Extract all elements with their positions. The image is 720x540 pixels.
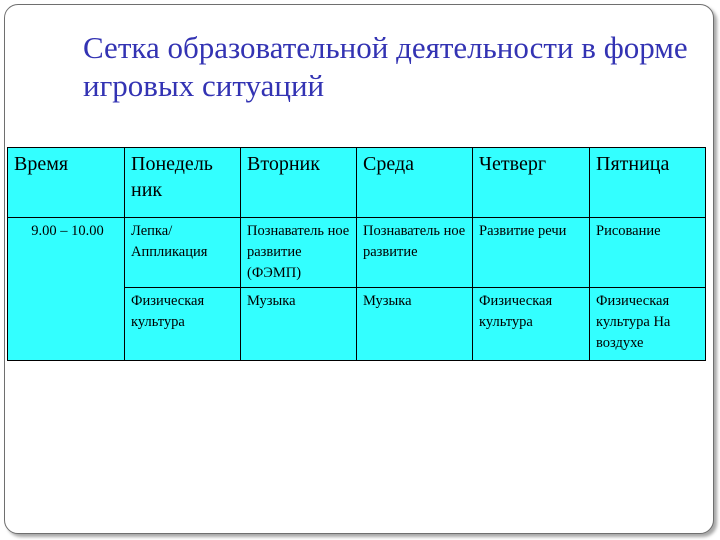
table-cell: Физическая культура На воздухе — [590, 288, 706, 361]
table-cell: Лепка/ Аппликация — [125, 218, 241, 288]
table-cell: Развитие речи — [473, 218, 590, 288]
time-slot-cell: 9.00 – 10.00 — [8, 218, 125, 361]
slide-title: Сетка образовательной деятельности в форме игровых ситуаций — [83, 30, 688, 103]
table-cell: Музыка — [241, 288, 357, 361]
header-cell-wednesday: Среда — [357, 148, 473, 218]
header-cell-time: Время — [8, 148, 125, 218]
table-header-row — [8, 148, 706, 218]
table-cell: Познаватель ное развитие (ФЭМП) — [241, 218, 357, 288]
header-cell-tuesday: Вторник — [241, 148, 357, 218]
schedule-table — [7, 147, 706, 361]
header-cell-monday: Понедель ник — [125, 148, 241, 218]
table-cell: Физическая культура — [125, 288, 241, 361]
header-cell-friday: Пятница — [590, 148, 706, 218]
table-row — [8, 218, 706, 288]
table-cell: Физическая культура — [473, 288, 590, 361]
table-cell: Музыка — [357, 288, 473, 361]
table-cell: Познаватель ное развитие — [357, 218, 473, 288]
table-cell: Рисование — [590, 218, 706, 288]
header-cell-thursday: Четверг — [473, 148, 590, 218]
